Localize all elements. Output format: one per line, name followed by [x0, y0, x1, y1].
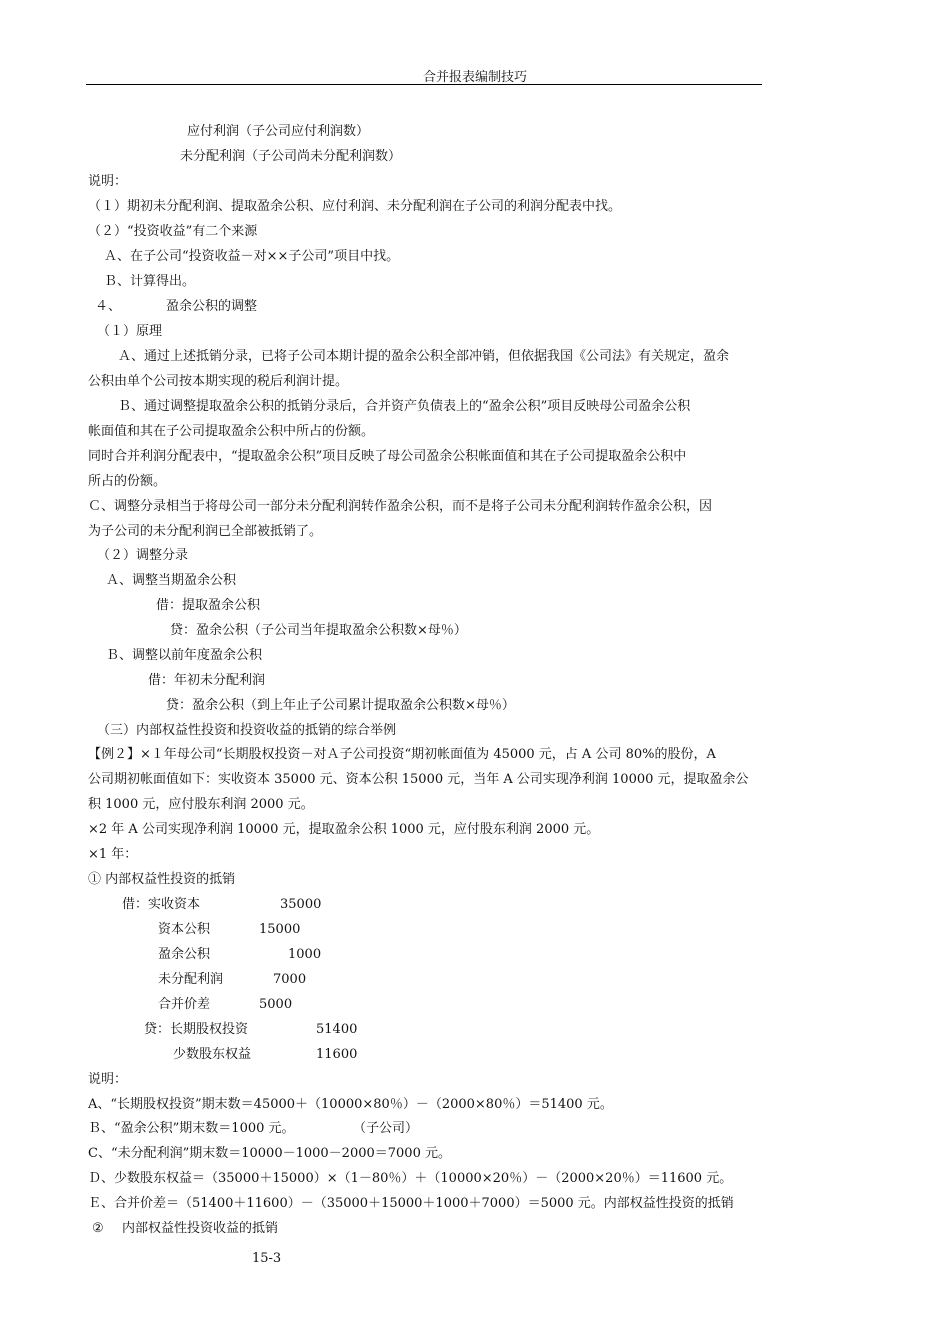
text-line: （２）“投资收益”有二个来源: [88, 224, 258, 239]
entry-account: 合并价差: [158, 997, 211, 1012]
entry-account: 贷：长期股权投资: [144, 1022, 249, 1037]
entry-account: 借：实收资本: [122, 897, 201, 912]
text-line: Ｅ、合并价差＝（51400＋11600）－（35000＋15000＋1000＋7000）＝5000 元。内部权益性投资的抵销: [88, 1196, 734, 1211]
text-line: 【例２】×１年母公司“长期股权投资－对Ａ子公司投资“期初帐面值为 45000 元，占 A 公司 80%的股份，A: [88, 747, 716, 762]
text-line: 贷：盈余公积（到上年止子公司累计提取盈余公积数×母％）: [166, 698, 515, 713]
page-header-title: 合并报表编制技巧: [422, 70, 527, 85]
text-line: A、“长期股权投资”期末数＝45000＋（10000×80％）－（2000×80％）＝51400 元。: [88, 1097, 613, 1112]
entry-account: 未分配利润: [158, 972, 224, 987]
text-line: 应付利润（子公司应付利润数）: [187, 124, 370, 139]
text-line: Ｂ、“盈余公积”期末数＝1000 元。: [88, 1121, 295, 1136]
text-line: 内部权益性投资收益的抵销: [122, 1221, 279, 1236]
text-line: 说明：: [88, 1072, 128, 1087]
text-line: Ａ、通过上述抵销分录，已将子公司本期计提的盈余公积全部冲销，但依据我国《公司法》有关规定，盈余: [118, 349, 730, 364]
text-line: 借：提取盈余公积: [156, 598, 261, 613]
text-line: （１）期初未分配利润、提取盈余公积、应付利润、未分配利润在子公司的利润分配表中找。: [88, 199, 622, 214]
text-line: Ａ、在子公司“投资收益－对××子公司”项目中找。: [104, 249, 400, 264]
text-line: ×2 年 A 公司实现净利润 10000 元，提取盈余公积 1000 元，应付股东利润 2000 元。: [88, 822, 600, 837]
entry-amount: 11600: [316, 1047, 358, 1062]
text-line: 说明：: [88, 174, 128, 189]
text-line: ×1 年：: [88, 847, 138, 862]
text-line: Ｃ、调整分录相当于将母公司一部分未分配利润转作盈余公积，而不是将子公司未分配利润转作盈余公积，因: [88, 499, 713, 514]
text-line: ②: [92, 1221, 104, 1236]
entry-account: 盈余公积: [158, 947, 211, 962]
entry-amount: 5000: [259, 997, 293, 1012]
entry-amount: 15000: [259, 922, 301, 937]
text-line: （子公司）: [353, 1121, 419, 1136]
entry-amount: 51400: [316, 1022, 358, 1037]
text-line: 公积由单个公司按本期实现的税后利润计提。: [88, 374, 349, 389]
text-line: 为子公司的未分配利润已全部被抵销了。: [88, 524, 323, 539]
text-line: 所占的份额。: [88, 474, 167, 489]
text-line: 同时合并利润分配表中，“提取盈余公积”项目反映了母公司盈余公积帐面值和其在子公司提取盈余公积中: [88, 449, 687, 464]
text-line: Ｄ、少数股东权益＝（35000＋15000）×（1－80％）＋（10000×20％）－（2000×20％）＝11600 元。: [88, 1171, 733, 1186]
text-line: Ｂ、调整以前年度盈余公积: [106, 648, 263, 663]
entry-amount: 1000: [288, 947, 322, 962]
text-line: （２）调整分录: [97, 548, 189, 563]
entry-amount: 7000: [273, 972, 307, 987]
entry-account: 资本公积: [158, 922, 211, 937]
text-line: ４、: [95, 299, 122, 314]
text-line: Ａ、调整当期盈余公积: [106, 573, 237, 588]
text-line: 帐面值和其在子公司提取盈余公积中所占的份额。: [88, 424, 375, 439]
page-number: 15-3: [252, 1251, 282, 1266]
text-line: 公司期初帐面值如下：实收资本 35000 元、资本公积 15000 元，当年 A 公司实现净利润 10000 元，提取盈余公: [88, 772, 749, 787]
text-line: C、“未分配利润”期末数＝10000－1000－2000＝7000 元。: [88, 1146, 451, 1161]
entry-account: 少数股东权益: [173, 1047, 252, 1062]
text-line: 贷：盈余公积（子公司当年提取盈余公积数×母％）: [170, 623, 467, 638]
text-line: 积 1000 元，应付股东利润 2000 元。: [88, 797, 314, 812]
text-line: 未分配利润（子公司尚未分配利润数）: [180, 149, 402, 164]
entry-amount: 35000: [280, 897, 322, 912]
text-line: （１）原理: [97, 324, 163, 339]
text-line: Ｂ、通过调整提取盈余公积的抵销分录后，合并资产负债表上的“盈余公积”项目反映母公司盈余公积: [118, 399, 691, 414]
text-line: 盈余公积的调整: [166, 299, 258, 314]
text-line: Ｂ、计算得出。: [104, 274, 196, 289]
text-line: （三）内部权益性投资和投资收益的抵销的综合举例: [97, 723, 397, 738]
text-line: ① 内部权益性投资的抵销: [88, 872, 236, 887]
header-rule: [86, 84, 762, 85]
text-line: 借：年初未分配利润: [148, 673, 266, 688]
